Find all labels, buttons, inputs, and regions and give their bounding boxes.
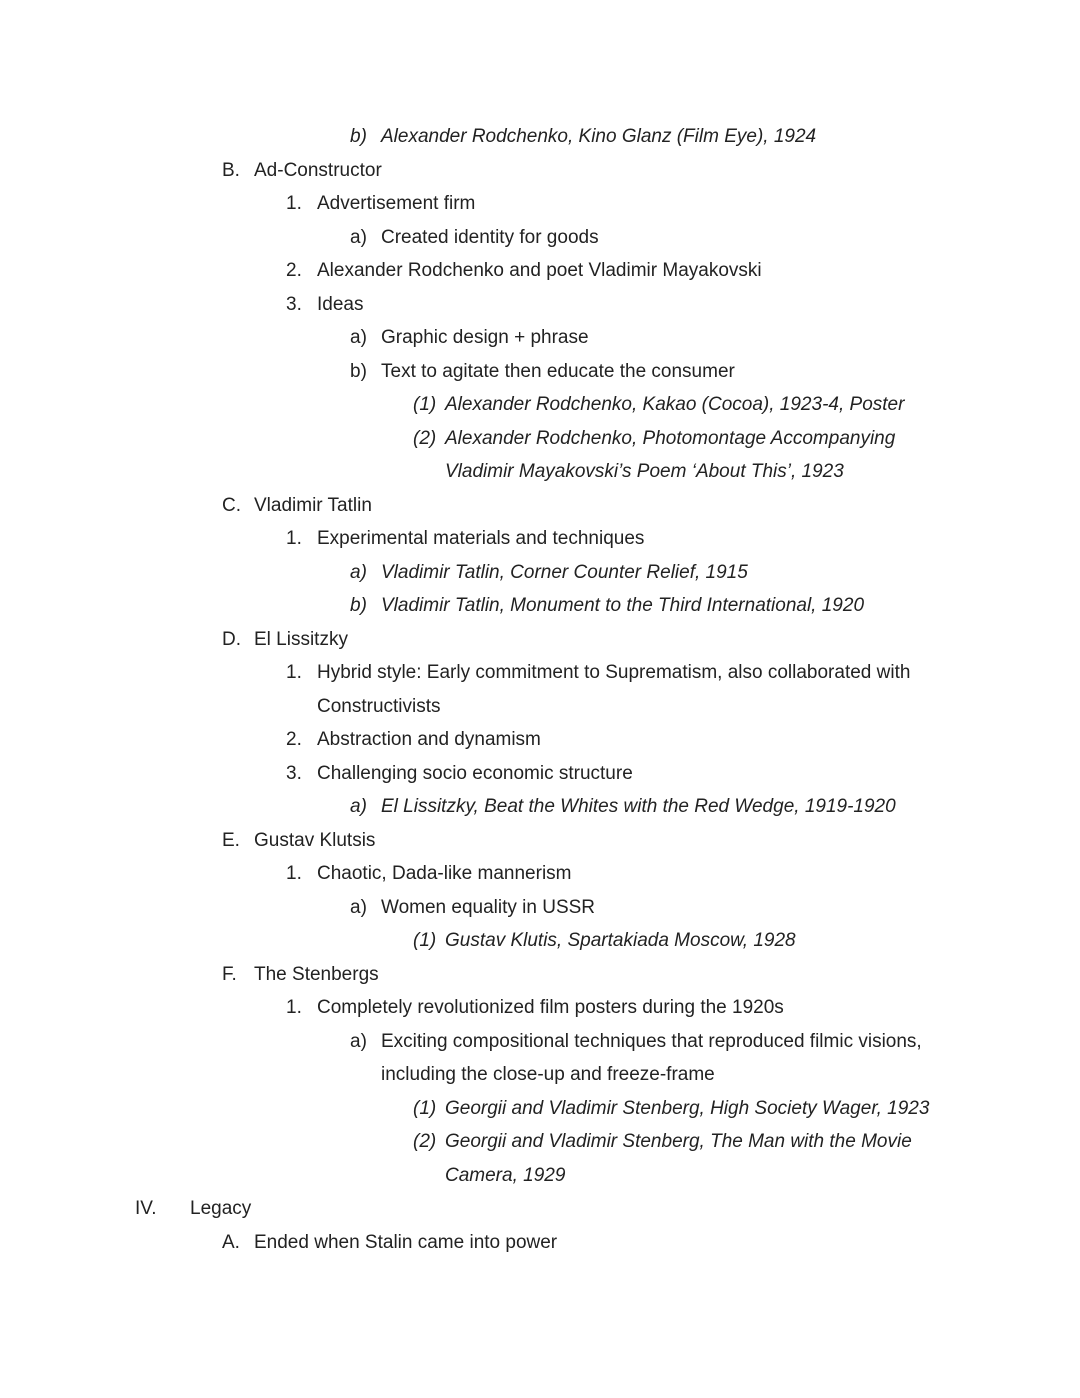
item-marker: 1. bbox=[286, 863, 302, 884]
item-text: Created identity for goods bbox=[381, 226, 599, 248]
item-marker: (1) bbox=[413, 394, 437, 415]
item-text: El Lissitzky bbox=[254, 628, 348, 650]
item-marker: (2) bbox=[413, 427, 437, 449]
item-marker: a) bbox=[350, 327, 367, 348]
item-text: Ad-Constructor bbox=[254, 159, 382, 181]
item-marker: E. bbox=[222, 829, 240, 851]
item-text: Georgii and Vladimir Stenberg, The Man with the Movie bbox=[445, 1131, 912, 1152]
item-text: Challenging socio economic structure bbox=[317, 762, 633, 784]
item-marker: a) bbox=[350, 896, 367, 918]
item-marker: (2) bbox=[413, 1131, 437, 1152]
item-marker: (1) bbox=[413, 1097, 437, 1119]
item-marker: a) bbox=[350, 226, 367, 248]
item-marker: a) bbox=[350, 561, 367, 583]
item-text: Women equality in USSR bbox=[381, 896, 596, 918]
item-text: Alexander Rodchenko, Kakao (Cocoa), 1923-4, Poster bbox=[445, 394, 905, 415]
item-text: Legacy bbox=[190, 1198, 252, 1219]
item-text: Gustav Klutis, Spartakiada Moscow, 1928 bbox=[445, 930, 796, 951]
item-marker: 2. bbox=[286, 729, 302, 750]
item-text: Alexander Rodchenko, Photomontage Accompanying bbox=[445, 427, 896, 449]
item-marker: 1. bbox=[286, 528, 302, 549]
item-marker: b) bbox=[350, 126, 367, 147]
item-marker: 2. bbox=[286, 260, 302, 281]
item-marker: 3. bbox=[286, 762, 302, 784]
item-text: Vladimir Tatlin, Monument to the Third International, 1920 bbox=[381, 595, 865, 616]
item-text: Alexander Rodchenko and poet Vladimir Mayakovski bbox=[317, 260, 762, 281]
item-text: Text to agitate then educate the consumer bbox=[381, 360, 735, 382]
item-text: Ended when Stalin came into power bbox=[254, 1231, 558, 1253]
item-text: Alexander Rodchenko, Kino Glanz (Film Eye), 1924 bbox=[381, 126, 817, 147]
item-text: El Lissitzky, Beat the Whites with the Red Wedge, 1919-1920 bbox=[381, 796, 896, 817]
item-text: Vladimir Mayakovski’s Poem ‘About This’, 1923 bbox=[445, 461, 844, 482]
item-marker: F. bbox=[222, 963, 237, 985]
item-text: Vladimir Tatlin, Corner Counter Relief, 1915 bbox=[381, 561, 748, 583]
item-marker: b) bbox=[350, 360, 367, 382]
item-marker: 1. bbox=[286, 997, 302, 1018]
item-marker: A. bbox=[222, 1231, 240, 1253]
item-text: Georgii and Vladimir Stenberg, High Society Wager, 1923 bbox=[445, 1097, 930, 1119]
item-text: Exciting compositional techniques that reproduced filmic visions, bbox=[381, 1030, 922, 1052]
item-marker: (1) bbox=[413, 930, 437, 951]
item-text: Chaotic, Dada-like mannerism bbox=[317, 863, 572, 884]
item-text: The Stenbergs bbox=[254, 963, 379, 985]
item-text: Vladimir Tatlin bbox=[254, 494, 372, 516]
item-text: Camera, 1929 bbox=[445, 1164, 566, 1186]
item-text: Ideas bbox=[317, 293, 364, 315]
item-marker: a) bbox=[350, 796, 367, 817]
item-marker: 1. bbox=[286, 662, 302, 683]
item-text: Advertisement firm bbox=[317, 193, 476, 214]
item-marker: C. bbox=[222, 494, 241, 516]
item-text: Constructivists bbox=[317, 695, 441, 717]
item-text: Gustav Klutsis bbox=[254, 829, 376, 851]
item-text: Graphic design + phrase bbox=[381, 327, 589, 348]
item-text: Completely revolutionized film posters during the 1920s bbox=[317, 997, 784, 1018]
item-text: Hybrid style: Early commitment to Suprematism, also collaborated with bbox=[317, 662, 911, 683]
item-text: including the close-up and freeze-frame bbox=[381, 1064, 715, 1085]
item-text: Experimental materials and techniques bbox=[317, 528, 645, 549]
item-marker: 3. bbox=[286, 293, 302, 315]
item-marker: a) bbox=[350, 1030, 367, 1052]
item-marker: b) bbox=[350, 595, 367, 616]
item-marker: B. bbox=[222, 159, 240, 181]
item-marker: 1. bbox=[286, 193, 302, 214]
item-text: Abstraction and dynamism bbox=[317, 729, 541, 750]
item-marker: D. bbox=[222, 628, 241, 650]
item-marker: IV. bbox=[135, 1198, 157, 1219]
